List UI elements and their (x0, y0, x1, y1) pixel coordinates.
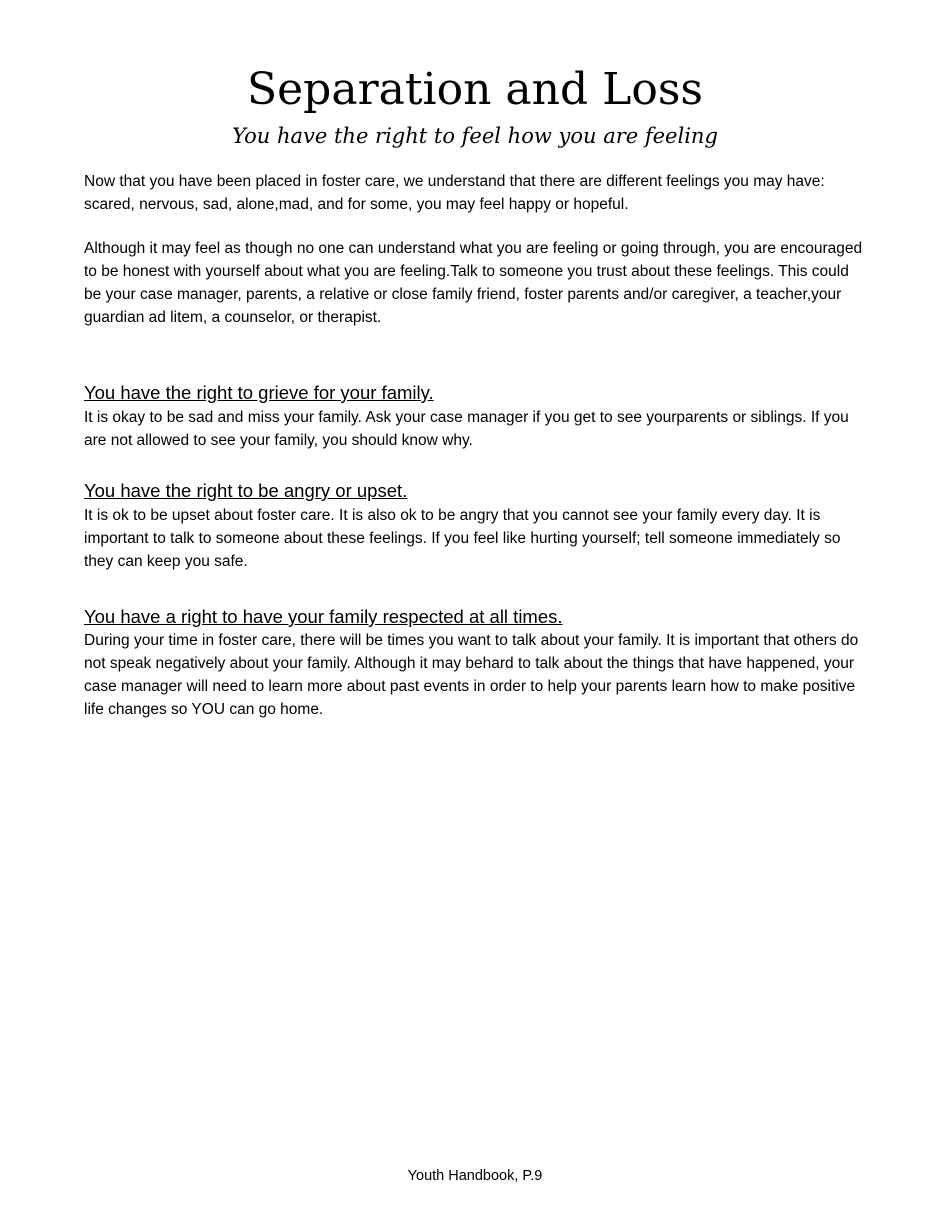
section-text: During your time in foster care, there will be times you want to talk about your family. It is important that others do not speak negatively about your family. Although it may behard to talk about the things that have happened, your case manager will need to learn more about past events in order to help your parents learn how to make positive life changes so YOU can go home. (84, 632, 859, 718)
page-title: Separation and Loss (246, 64, 703, 115)
page-subtitle: You have the right to feel how you are feeling (232, 124, 718, 148)
section-heading: You have the right to grieve for your family. (84, 382, 434, 403)
intro-paragraph: Although it may feel as though no one can understand what you are feeling or going through, you are encouraged to be honest with yourself about what you are feeling.Talk to someone you trust about these feelings. This could be your case manager, parents, a relative or close family friend, foster parents and/or caregiver, a teacher,your guardian ad litem, a counselor, or therapist. (84, 240, 863, 326)
section-heading: You have a right to have your family respected at all times. (84, 606, 563, 627)
section-text: It is okay to be sad and miss your family. Ask your case manager if you get to see yourparents or siblings. If you are not allowed to see your family, you should know why. (84, 409, 849, 449)
intro-paragraph: Now that you have been placed in foster care, we understand that there are different feelings you may have: scared, nervous, sad, alone,mad, and for some, you may feel happy or hopeful. (84, 173, 825, 213)
page-footer: Youth Handbook, P.9 (407, 1168, 543, 1184)
section-text: It is ok to be upset about foster care. It is also ok to be angry that you cannot see your family every day. It is important to talk to someone about these feelings. If you feel like hurting yourself; tell someone immediately so they can keep you safe. (84, 507, 841, 570)
section-heading: You have the right to be angry or upset. (84, 480, 408, 501)
